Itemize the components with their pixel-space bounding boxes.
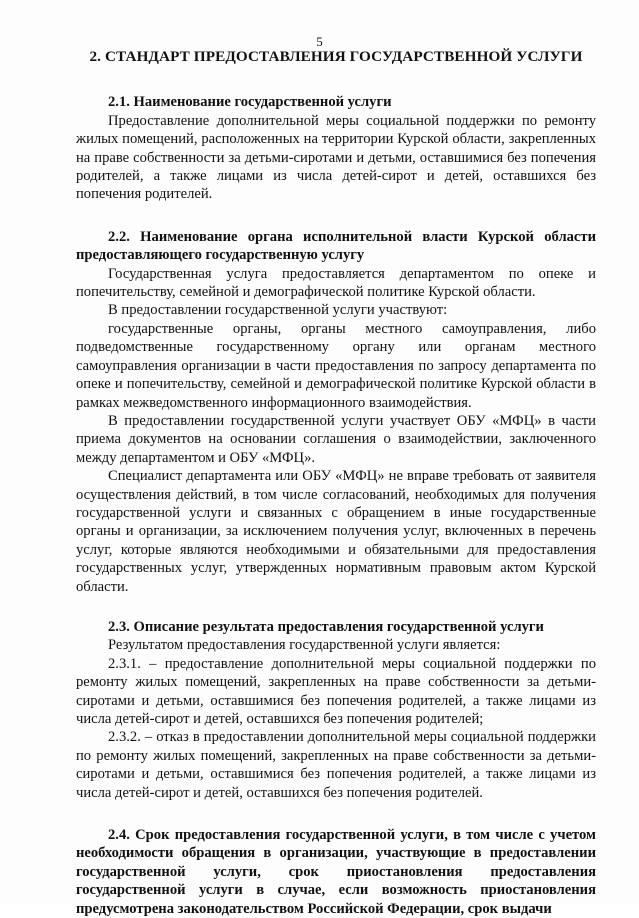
section-2-4 xyxy=(76,826,596,918)
paragraph: государственные органы, органы местного самоуправления, либо подведомственные государственному органу или органам местного самоуправления организации в части предоставления по запросу департамента по опеке и попечительству, семейной и демографической политике Курской области в рамках межведомственного информационного взаимодействия. xyxy=(76,320,596,411)
page-number: 5 xyxy=(316,34,323,49)
paragraph: 2.3.2. – отказ в предоставлении дополнительной меры социальной поддержки по ремонту жилых помещений, закрепленных на праве собственности за детьми-сиротами и детьми, оставшимися без попечения родителей, а также лицами из числа детей-сирот и детей, оставшихся без попечения родителей. xyxy=(76,729,596,801)
section-2-2 xyxy=(76,228,596,596)
section-heading: 2.3. Описание результата предоставления государственной услуги xyxy=(108,618,544,635)
paragraph: Специалист департамента или ОБУ «МФЦ» не вправе требовать от заявителя осуществления действий, в том числе согласований, необходимых для получения государственной услуги и связанных с обращением в иные государственные органы и организации, за исключением получения услуг, включенных в перечень услуг, которые являются необходимыми и обязательными для предоставления государственных услуг, утвержденных нормативным правовым актом Курской области. xyxy=(76,468,596,595)
paragraph: Государственная услуга предоставляется департаментом по опеке и попечительству, семейной и демографической политике Курской области. xyxy=(76,265,596,301)
section-2-3 xyxy=(76,618,596,802)
section-heading: 2.1. Наименование государственной услуги xyxy=(108,94,392,111)
paragraph: Предоставление дополнительной меры социальной поддержки по ремонту жилых помещений, расположенных на территории Курской области, закрепленных на праве собственности за детьми-сиротами и детьми, оставшимися без попечения родителей, а также лицами из числа детей-сирот и детей, оставшихся без попечения родителей. xyxy=(76,112,596,203)
section-heading: 2.2. Наименование органа исполнительной власти Курской области предоставляющего государственную услугу xyxy=(76,228,596,264)
page-title: 2. СТАНДАРТ ПРЕДОСТАВЛЕНИЯ ГОСУДАРСТВЕННОЙ УСЛУГИ xyxy=(89,48,583,65)
paragraph: 2.3.1. – предоставление дополнительной меры социальной поддержки по ремонту жилых помещений, закрепленных на праве собственности за детьми-сиротами и детьми, оставшимися без попечения родителей, а также лицами из числа детей-сирот и детей, оставшихся без попечения родителей; xyxy=(76,655,596,727)
paragraph: В предоставлении государственной услуги участвуют: xyxy=(108,302,448,319)
section-heading: 2.4. Срок предоставления государственной услуги, в том числе с учетом необходимости обращения в организации, участвующие в предоставлении государственной услуги, срок приостановления предоставления государственной услуги в случае, если возможность приостановления предусмотрена законодательством Российской Федерации, срок выдачи xyxy=(76,827,596,917)
paragraph: В предоставлении государственной услуги участвует ОБУ «МФЦ» в части приема документов на основании соглашения о взаимодействии, заключенного между департаментом и ОБУ «МФЦ». xyxy=(76,412,596,466)
paragraph: Результатом предоставления государственной услуги является: xyxy=(108,637,501,654)
section-2-1 xyxy=(76,93,596,203)
document-body xyxy=(76,48,596,918)
